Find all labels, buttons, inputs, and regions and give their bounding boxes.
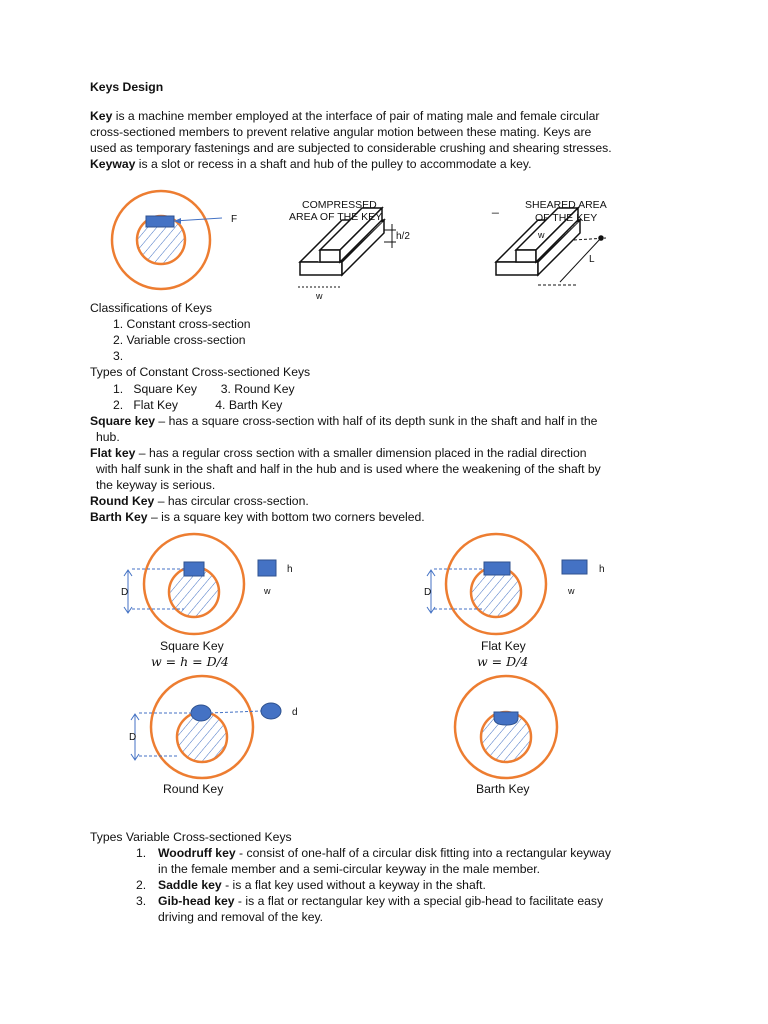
woodruff-def-2: in the female member and a semi-circular keyway in the male member.: [158, 862, 541, 876]
saddle-num: 2.: [136, 878, 147, 892]
classification-item: 2. Variable cross-section: [113, 333, 246, 347]
square-key-def-2: hub.: [96, 430, 120, 444]
barth-key-caption: Barth Key: [476, 782, 530, 796]
flat-D-label: D: [424, 587, 432, 598]
flat-key-term: Flat key: [90, 446, 136, 460]
gibhead-term: Gib-head key: [158, 894, 235, 908]
sheared-label-1: SHEARED AREA: [525, 199, 607, 211]
key-term: Key: [90, 109, 113, 123]
constant-types-title: Types of Constant Cross-sectioned Keys: [90, 365, 311, 379]
flat-key-diagram: [427, 534, 587, 634]
flat-key-def: [90, 445, 587, 461]
round-key-term: Round Key: [90, 494, 155, 508]
woodruff-term: Woodruff key: [158, 846, 236, 860]
round-d-label: d: [292, 707, 298, 718]
compressed-label-1: COMPRESSED: [302, 199, 377, 211]
flat-key-caption: Flat Key: [481, 639, 526, 653]
saddle-def: [158, 877, 486, 893]
page-title: Keys Design: [90, 80, 164, 94]
key-rect: [146, 216, 174, 227]
h-half-label: h/2: [396, 231, 410, 242]
classification-item: 1. Constant cross-section: [113, 317, 251, 331]
saddle-text: - is a flat key used without a keyway in the shaft.: [221, 878, 486, 892]
intro-line-3: used as temporary fastenings and are subjected to considerable crushing and shearing stresses.: [90, 141, 612, 155]
gibhead-def-2: driving and removal of the key.: [158, 910, 324, 924]
compressed-label-2: AREA OF THE KEY: [289, 211, 383, 223]
classification-item: 3.: [113, 349, 124, 363]
intro-text-1: is a machine member employed at the interface of pair of mating male and female circular: [112, 109, 600, 123]
flat-key-text: – has a regular cross section with a smaller dimension placed in the radial direction: [135, 446, 587, 460]
square-key-def: [90, 413, 597, 429]
gibhead-def: [158, 893, 603, 909]
round-key-caption: Round Key: [163, 782, 224, 796]
dash-mark: _: [492, 200, 499, 214]
flat-key-def-2: with half sunk in the shaft and half in the hub and is used where the weakening of the shaft by: [96, 462, 601, 476]
round-D-label: D: [129, 732, 137, 743]
constant-types-row-1: 1. Square Key 3. Round Key: [113, 382, 295, 396]
w-label-sheared: w: [538, 230, 545, 240]
w-label-fig1: w: [316, 291, 323, 301]
saddle-term: Saddle key: [158, 878, 222, 892]
square-key-formula: w = h = D/4: [151, 654, 229, 669]
gibhead-num: 3.: [136, 894, 147, 908]
woodruff-def: [158, 845, 611, 861]
barth-key-def: [90, 509, 425, 525]
square-w-label: w: [264, 586, 271, 596]
square-D-label: D: [121, 587, 129, 598]
woodruff-num: 1.: [136, 846, 147, 860]
round-key-text: – has circular cross-section.: [154, 494, 309, 508]
intro-line-2: cross-sectioned members to prevent relative angular motion between these mating. Keys are: [90, 125, 592, 139]
sheared-label-2: OF THE KEY: [535, 212, 598, 224]
barth-key-text: – is a square key with bottom two corners beveled.: [147, 510, 425, 524]
round-key-def: [90, 493, 309, 509]
constant-types-row-2: 2. Flat Key 4. Barth Key: [113, 398, 283, 412]
square-key-caption: Square Key: [160, 639, 224, 653]
square-key-term: Square key: [90, 414, 156, 428]
flat-w-label: w: [568, 586, 575, 596]
force-line: [174, 218, 222, 221]
gibhead-text: - is a flat or rectangular key with a special gib-head to facilitate easy: [234, 894, 604, 908]
variable-types-title: Types Variable Cross-sectioned Keys: [90, 830, 292, 844]
keyway-text: is a slot or recess in a shaft and hub of the pulley to accommodate a key.: [135, 157, 532, 171]
length-label: L: [589, 254, 595, 265]
flat-key-def-3: the keyway is serious.: [96, 478, 216, 492]
classifications-title: Classifications of Keys: [90, 301, 212, 315]
keyway-term: Keyway: [90, 157, 136, 171]
square-h-label: h: [287, 564, 293, 575]
flat-key-formula: w = D/4: [477, 654, 529, 669]
force-label: F: [231, 214, 238, 225]
flat-h-label: h: [599, 564, 605, 575]
round-key-diagram: [131, 676, 281, 778]
barth-key-diagram: [455, 676, 557, 778]
square-key-text: – has a square cross-section with half of its depth sunk in the shaft and half in the: [155, 414, 598, 428]
woodruff-text: - consist of one-half of a circular disk fitting into a rectangular keyway: [235, 846, 611, 860]
key-force-diagram: [112, 191, 222, 289]
square-key-diagram: [124, 534, 276, 634]
barth-key-term: Barth Key: [90, 510, 148, 524]
